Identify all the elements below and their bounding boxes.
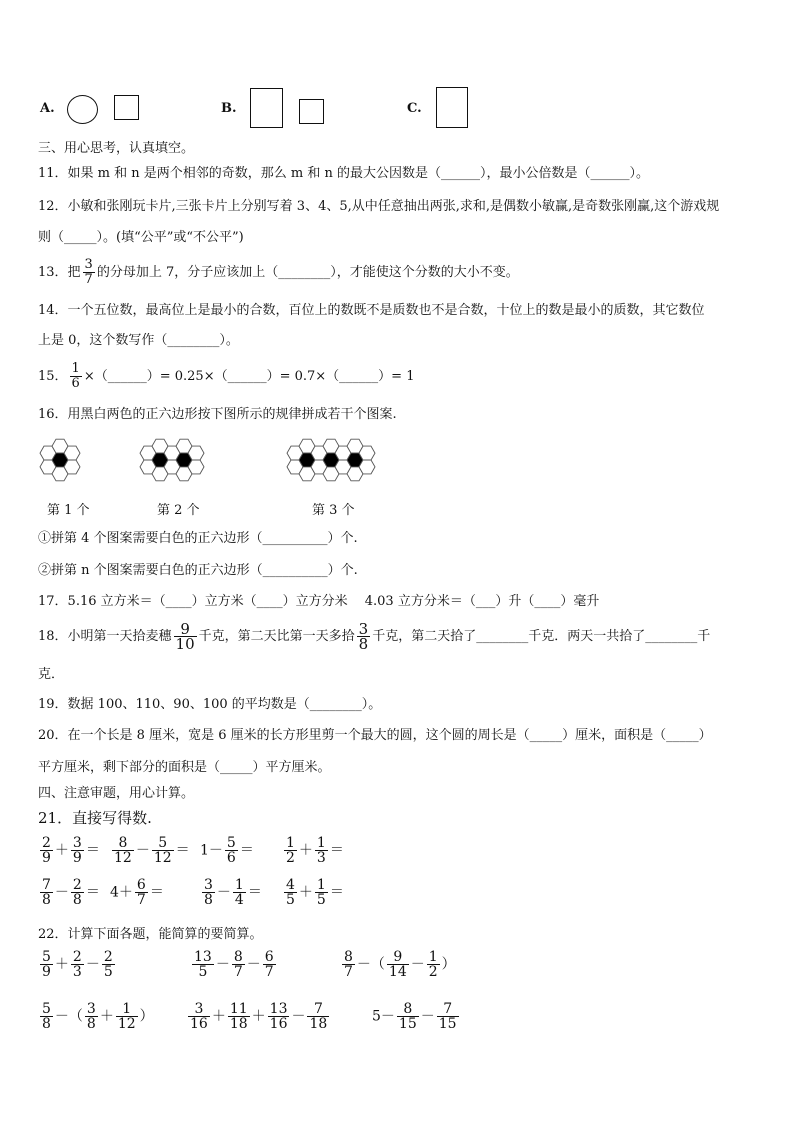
- calc-item: $\frac{8}{7}$ －（ $\frac{9}{14}$ － $\frac{1}{2}$ ）: [344, 949, 456, 980]
- option-b-label: B.: [221, 101, 237, 116]
- calc-item: $\frac{2}{9}$ ＋ $\frac{3}{9}$ ＝: [42, 835, 100, 866]
- question-11: 11．如果 m 和 n 是两个相邻的奇数，那么 m 和 n 的最大公因数是（______），最小公倍数是（______）。: [38, 166, 650, 181]
- white-hexagon: [359, 460, 375, 474]
- calc-item: $\frac{7}{8}$ － $\frac{2}{8}$ ＝: [42, 877, 100, 908]
- white-hexagon: [359, 446, 375, 460]
- calc-item: $\frac{3}{8}$ － $\frac{1}{4}$ ＝: [204, 877, 262, 908]
- question-22-title: 22．计算下面各题，能简算的要简算。: [38, 927, 263, 942]
- question-12-line1: 12．小敏和张刚玩卡片,三张卡片上分别写着 3、4、5,从中任意抽出两张,求和,是偶数小敏赢,是奇数张刚赢,这个游戏规: [38, 199, 720, 214]
- option-c-label: C.: [407, 101, 422, 116]
- question-13: 13．把 $\frac{3}{7}$ 的分母加上 7，分子应该加上（________），才能使这个分数的大小不变。: [38, 257, 519, 287]
- rectangle-shape: [250, 88, 283, 128]
- white-hexagon: [64, 446, 80, 460]
- question-20-line1: 20．在一个长是 8 厘米，宽是 6 厘米的长方形里剪一个最大的圆，这个圆的周长是（_____）厘米，面积是（_____）: [38, 728, 712, 743]
- calc-item: 1－ $\frac{5}{6}$ ＝: [200, 835, 254, 866]
- square-shape: [114, 95, 139, 120]
- question-18-line2: 克．: [38, 667, 65, 682]
- question-16-sub1: ①拼第 4 个图案需要白色的正六边形（__________）个.: [38, 531, 358, 546]
- question-15: 15． $\frac{1}{6}$ ×（______）= 0.25×（______）= 0.7×（______）= 1: [38, 361, 415, 391]
- calc-item: $\frac{8}{12}$ － $\frac{5}{12}$ ＝: [114, 835, 190, 866]
- pattern-label-2: 第 2 个: [157, 503, 200, 518]
- option-a-label: A.: [40, 101, 55, 116]
- question-14-line1: 14．一个五位数，最高位上是最小的合数，百位上的数既不是质数也不是合数，十位上的数是最小的质数，其它数位: [38, 303, 705, 318]
- question-17: 17．5.16 立方米＝（____）立方米（____）立方分米 4.03 立方分米＝（___）升（____）毫升: [38, 594, 600, 609]
- circle-shape: [67, 95, 98, 124]
- section-4-heading: 四、注意审题，用心计算。: [38, 786, 195, 801]
- white-hexagon: [188, 446, 204, 460]
- calc-item: $\frac{1}{2}$ ＋ $\frac{1}{3}$ ＝: [286, 835, 344, 866]
- white-hexagon: [188, 460, 204, 474]
- white-hexagon: [64, 460, 80, 474]
- square-shape: [299, 99, 324, 124]
- question-16-sub2: ②拼第 n 个图案需要白色的正六边形（__________）个.: [38, 563, 358, 578]
- question-21-title: 21．直接写得数.: [38, 809, 152, 827]
- calc-item: $\frac{13}{5}$ － $\frac{8}{7}$ － $\frac{6}{7}$: [194, 949, 274, 980]
- question-12-line2: 则（_____）。(填“公平”或“不公平”): [38, 230, 244, 245]
- question-20-line2: 平方厘米，剩下部分的面积是（_____）平方厘米。: [38, 760, 331, 775]
- calc-item: 4＋ $\frac{6}{7}$ ＝: [110, 877, 164, 908]
- question-18-line1: 18．小明第一天拾麦穗 $\frac{9}{10}$ 千克，第二天比第一天多拾 $\frac{3}{8}$ 千克，第二天拾了________千克．两天一共拾了________千: [38, 620, 711, 653]
- calc-item: 5－ $\frac{8}{15}$ － $\frac{7}{15}$: [372, 1001, 457, 1032]
- question-14-line2: 上是 0，这个数写作（________）。: [38, 333, 239, 348]
- hexagon-pattern-figure: [30, 428, 410, 494]
- pattern-label-1: 第 1 个: [47, 503, 90, 518]
- rectangle-shape: [436, 87, 468, 128]
- calc-item: $\frac{3}{16}$ ＋ $\frac{11}{18}$ ＋ $\frac{13}{16}$ － $\frac{7}{18}$: [190, 1001, 328, 1032]
- calc-item: $\frac{5}{8}$ －（ $\frac{3}{8}$ ＋ $\frac{1}{12}$ ）: [42, 1001, 154, 1032]
- question-16: 16．用黑白两色的正六边形按下图所示的规律拼成若干个图案.: [38, 407, 397, 422]
- section-3-heading: 三、用心思考，认真填空。: [38, 141, 195, 156]
- question-19: 19．数据 100、110、90、100 的平均数是（________）。: [38, 697, 382, 712]
- calc-item: $\frac{4}{5}$ ＋ $\frac{1}{5}$ ＝: [286, 877, 344, 908]
- calc-item: $\frac{5}{9}$ ＋ $\frac{2}{3}$ － $\frac{2}{5}$: [42, 949, 113, 980]
- pattern-label-3: 第 3 个: [312, 503, 355, 518]
